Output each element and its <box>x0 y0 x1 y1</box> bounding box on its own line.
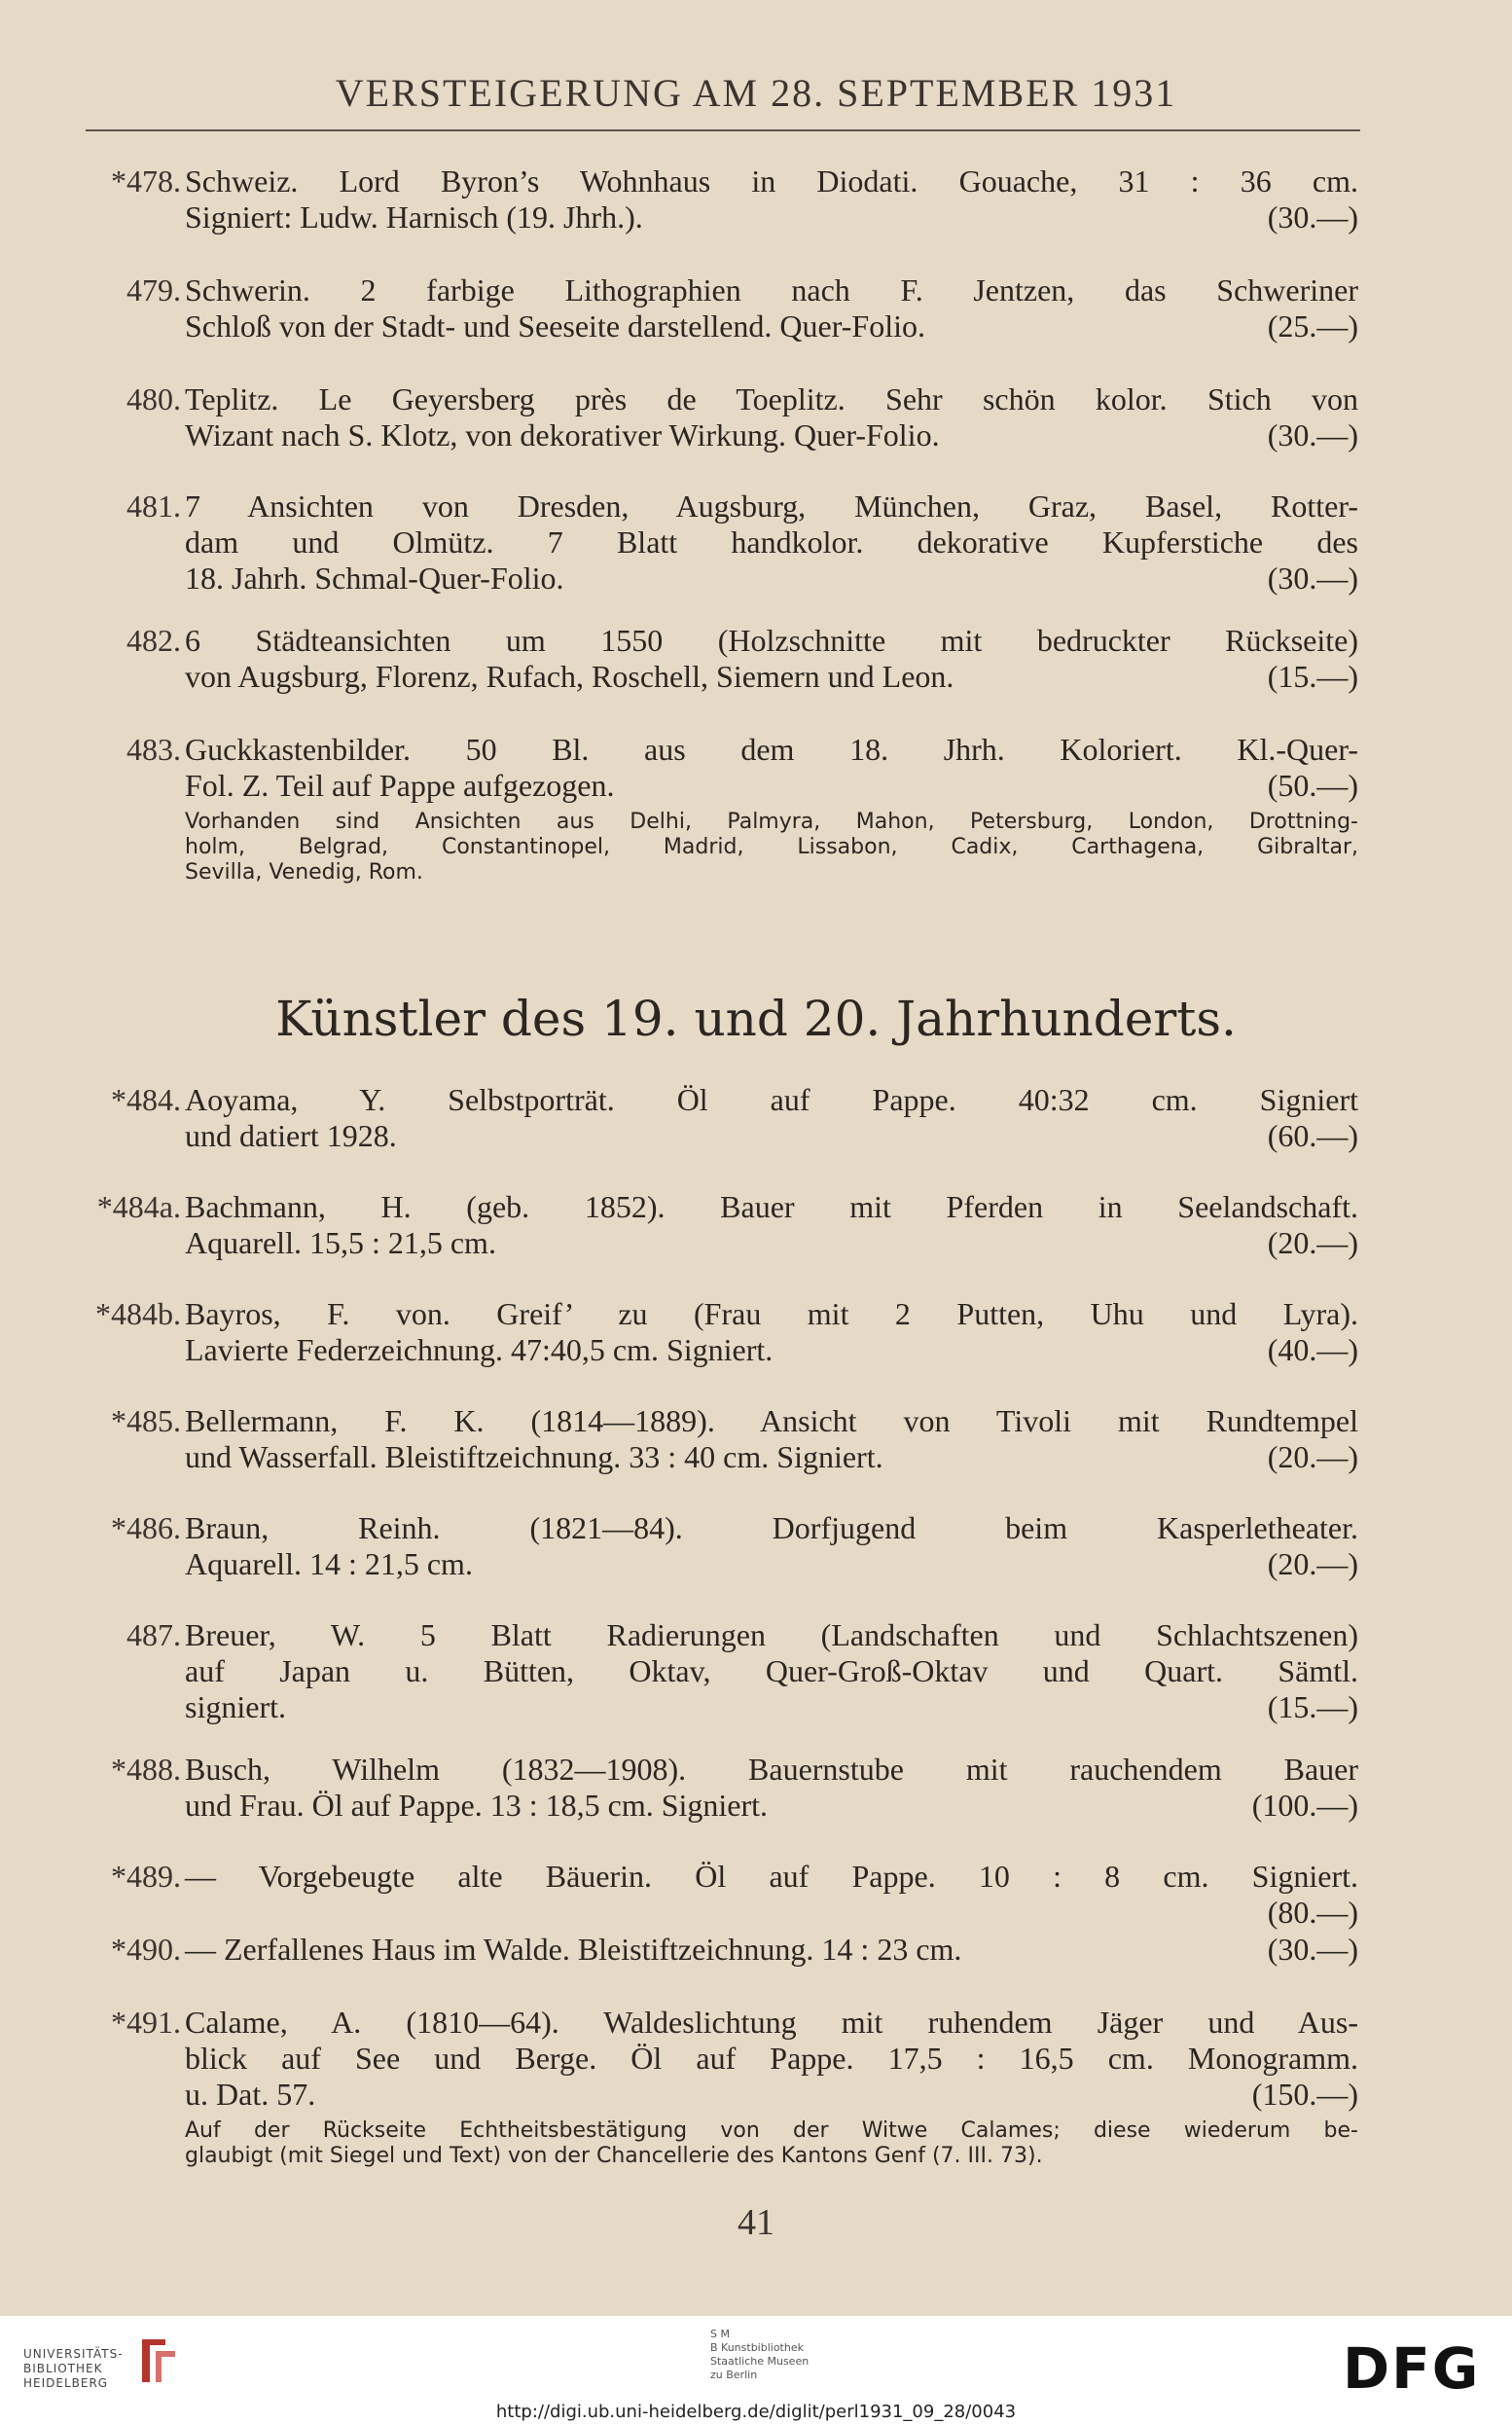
description-last-line <box>185 417 1358 453</box>
smb-line-2: B Kunstbibliothek <box>710 2341 804 2354</box>
catalog-entry <box>74 272 1358 344</box>
lot-number: *485. <box>111 1403 181 1438</box>
header-rule <box>86 129 1360 131</box>
lot-number: 483. <box>126 732 181 767</box>
lot-description <box>185 1617 1358 1725</box>
lot-description <box>185 1932 1358 1968</box>
description-line: Teplitz. Le Geyersberg près de Toeplitz. Sehr schön kolor. Stich von <box>185 381 1358 416</box>
lot-estimate: (15.—) <box>1267 1689 1358 1724</box>
lot-estimate: (20.—) <box>1267 1546 1358 1581</box>
note-line: holm, Belgrad, Constantinopel, Madrid, Lissabon, Cadix, Carthagena, Gibraltar, <box>185 835 1358 859</box>
description-last-line <box>185 1689 1358 1725</box>
description-last-line <box>185 1118 1358 1154</box>
university-line-2: BIBLIOTHEK <box>23 2362 103 2375</box>
description-last-line <box>185 659 1358 695</box>
description-last-line <box>185 1225 1358 1261</box>
description-line: Aquarell. 14 : 21,5 cm. <box>185 1546 473 1581</box>
note-line: Auf der Rückseite Echtheitsbestätigung von der Witwe Calames; diese wiederum be- <box>185 2118 1358 2143</box>
lot-description <box>185 272 1358 344</box>
lot-estimate: (50.—) <box>1267 768 1358 803</box>
note-line: Sevilla, Venedig, Rom. <box>185 860 423 885</box>
lot-number: *489. <box>111 1859 181 1894</box>
lot-description <box>185 1403 1358 1475</box>
smb-line-3: Staatliche Museen <box>710 2355 810 2368</box>
description-line: und Wasserfall. Bleistiftzeichnung. 33 : 40 cm. Signiert. <box>185 1439 883 1474</box>
lot-number: 487. <box>126 1617 181 1652</box>
description-line: Bayros, F. von. Greif’ zu (Frau mit 2 Putten, Uhu und Lyra). <box>185 1296 1358 1331</box>
description-line: Guckkastenbilder. 50 Bl. aus dem 18. Jhrh. Koloriert. Kl.-Quer- <box>185 732 1358 767</box>
lot-note <box>185 2118 1358 2169</box>
description-line: blick auf See und Berge. Öl auf Pappe. 17,5 : 16,5 cm. Monogramm. <box>185 2041 1358 2076</box>
description-line: — Vorgebeugte alte Bäuerin. Öl auf Pappe. 10 : 8 cm. Signiert. <box>185 1859 1358 1894</box>
lot-number: 480. <box>126 381 181 416</box>
description-line: 18. Jahrh. Schmal-Quer-Folio. <box>185 561 564 596</box>
catalog-entry <box>74 1752 1358 1824</box>
description-line: 6 Städteansichten um 1550 (Holzschnitte mit bedruckter Rückseite) <box>185 623 1358 658</box>
lot-estimate: (30.—) <box>1267 1932 1358 1967</box>
catalog-entry <box>74 623 1358 695</box>
lot-number: *490. <box>111 1932 181 1967</box>
description-line: Fol. Z. Teil auf Pappe aufgezogen. <box>185 768 615 803</box>
description-last-line <box>185 1788 1358 1824</box>
lot-description <box>185 1082 1358 1154</box>
lot-number: *484a. <box>96 1189 181 1224</box>
lot-number: *484b. <box>95 1296 181 1331</box>
lot-estimate: (25.—) <box>1267 308 1358 344</box>
lot-description <box>185 163 1358 235</box>
lot-estimate: (15.—) <box>1267 659 1358 694</box>
university-line-1: UNIVERSITÄTS- <box>23 2347 124 2361</box>
lot-number: *488. <box>111 1752 181 1787</box>
university-library-logo-icon <box>136 2334 181 2388</box>
university-line-3: HEIDELBERG <box>23 2376 109 2390</box>
description-line: signiert. <box>185 1689 286 1724</box>
lot-estimate: (20.—) <box>1267 1225 1358 1260</box>
catalog-entry <box>74 1082 1358 1154</box>
smb-line-4: zu Berlin <box>710 2369 758 2381</box>
description-last-line <box>185 1932 1358 1968</box>
catalog-entry <box>74 2005 1358 2169</box>
lot-estimate: (150.—) <box>1251 2077 1358 2112</box>
dfg-logo: DFG <box>1343 2335 1481 2402</box>
lot-description <box>185 1296 1358 1368</box>
description-line: auf Japan u. Bütten, Oktav, Quer-Groß-Oktav und Quart. Sämtl. <box>185 1653 1358 1688</box>
lot-description <box>185 381 1358 453</box>
description-line: und Frau. Öl auf Pappe. 13 : 18,5 cm. Signiert. <box>185 1788 769 1823</box>
lot-description <box>185 1752 1358 1824</box>
description-line: Lavierte Federzeichnung. 47:40,5 cm. Signiert. <box>185 1332 774 1367</box>
description-line: Bellermann, F. K. (1814—1889). Ansicht von Tivoli mit Rundtempel <box>185 1403 1358 1438</box>
description-last-line <box>185 561 1358 597</box>
description-last-line <box>185 308 1358 344</box>
smb-kunstbibliothek-logo-text <box>710 2328 809 2382</box>
description-last-line <box>185 2077 1358 2113</box>
lot-number: 481. <box>126 488 181 524</box>
description-line: Schweiz. Lord Byron’s Wohnhaus in Diodati. Gouache, 31 : 36 cm. <box>185 163 1358 199</box>
description-last-line <box>185 768 1358 804</box>
catalog-entry <box>74 732 1358 886</box>
lot-estimate: (60.—) <box>1267 1118 1358 1153</box>
description-line: Bachmann, H. (geb. 1852). Bauer mit Pferden in Seelandschaft. <box>185 1189 1358 1224</box>
lot-description <box>185 1859 1358 1931</box>
description-line: Breuer, W. 5 Blatt Radierungen (Landschaften und Schlachtszenen) <box>185 1617 1358 1652</box>
page-header: VERSTEIGERUNG AM 28. SEPTEMBER 1931 <box>335 71 1177 115</box>
lot-estimate: (30.—) <box>1267 561 1358 596</box>
description-line: u. Dat. 57. <box>185 2077 316 2112</box>
description-line: Aoyama, Y. Selbstporträt. Öl auf Pappe. 40:32 cm. Signiert <box>185 1082 1358 1117</box>
description-last-line <box>185 1546 1358 1582</box>
note-line: glaubigt (mit Siegel und Text) von der Chancellerie des Kantons Genf (7. III. 73). <box>185 2144 1043 2168</box>
lot-description <box>185 2005 1358 2169</box>
page-number: 41 <box>738 2202 774 2243</box>
description-last-line <box>185 1332 1358 1368</box>
lot-estimate: (20.—) <box>1267 1439 1358 1474</box>
catalog-entry <box>74 1510 1358 1582</box>
description-line: Schwerin. 2 farbige Lithographien nach F. Jentzen, das Schweriner <box>185 272 1358 308</box>
description-line: Wizant nach S. Klotz, von dekorativer Wirkung. Quer-Folio. <box>185 417 940 452</box>
section-title: Künstler des 19. und 20. Jahrhunderts. <box>275 991 1237 1047</box>
lot-description <box>185 488 1358 597</box>
description-last-line <box>185 199 1358 235</box>
university-library-logo-text <box>23 2347 124 2391</box>
lot-estimate: (40.—) <box>1267 1332 1358 1367</box>
lot-description <box>185 623 1358 695</box>
lot-number: *491. <box>111 2005 181 2040</box>
lot-note <box>185 810 1358 886</box>
lot-estimate: (100.—) <box>1251 1788 1358 1823</box>
lot-number: 479. <box>126 272 181 308</box>
description-line: von Augsburg, Florenz, Rufach, Roschell, Siemern und Leon. <box>185 659 954 694</box>
description-line: Schloß von der Stadt- und Seeseite darstellend. Quer-Folio. <box>185 308 925 344</box>
lot-estimate: (30.—) <box>1267 199 1358 235</box>
description-line: dam und Olmütz. 7 Blatt handkolor. dekorative Kupferstiche des <box>185 525 1358 560</box>
description-last-line <box>185 1895 1358 1931</box>
catalog-entry <box>74 163 1358 235</box>
source-url[interactable]: http://digi.ub.uni-heidelberg.de/diglit/perl1931_09_28/0043 <box>495 2402 1017 2422</box>
lot-number: *478. <box>111 163 181 199</box>
lot-description <box>185 732 1358 886</box>
catalog-entry <box>74 1932 1358 1968</box>
description-line: 7 Ansichten von Dresden, Augsburg, München, Graz, Basel, Rotter- <box>185 488 1358 524</box>
lot-description <box>185 1510 1358 1582</box>
lot-number: *486. <box>111 1510 181 1545</box>
lot-number: 482. <box>126 623 181 658</box>
lot-number: *484. <box>111 1082 181 1117</box>
catalog-entry <box>74 488 1358 597</box>
description-line: Calame, A. (1810—64). Waldeslichtung mit ruhendem Jäger und Aus- <box>185 2005 1358 2040</box>
catalog-entry <box>74 381 1358 453</box>
description-line: Signiert: Ludw. Harnisch (19. Jhrh.). <box>185 199 643 235</box>
catalog-entry <box>74 1403 1358 1475</box>
description-line: Busch, Wilhelm (1832—1908). Bauernstube mit rauchendem Bauer <box>185 1752 1358 1787</box>
description-line: Aquarell. 15,5 : 21,5 cm. <box>185 1225 496 1260</box>
lot-estimate: (30.—) <box>1267 417 1358 452</box>
smb-line-1: S M <box>710 2328 730 2340</box>
description-last-line <box>185 1439 1358 1475</box>
description-line: und datiert 1928. <box>185 1118 397 1153</box>
description-line: Braun, Reinh. (1821—84). Dorfjugend beim Kasperletheater. <box>185 1510 1358 1545</box>
catalog-entry <box>74 1296 1358 1368</box>
description-line: — Zerfallenes Haus im Walde. Bleistiftzeichnung. 14 : 23 cm. <box>185 1932 962 1967</box>
catalog-entry <box>74 1617 1358 1725</box>
lot-description <box>185 1189 1358 1261</box>
note-line: Vorhanden sind Ansichten aus Delhi, Palmyra, Mahon, Petersburg, London, Drottning- <box>185 810 1358 834</box>
catalog-entry <box>74 1859 1358 1931</box>
lot-estimate: (80.—) <box>1267 1895 1358 1930</box>
catalog-entry <box>74 1189 1358 1261</box>
